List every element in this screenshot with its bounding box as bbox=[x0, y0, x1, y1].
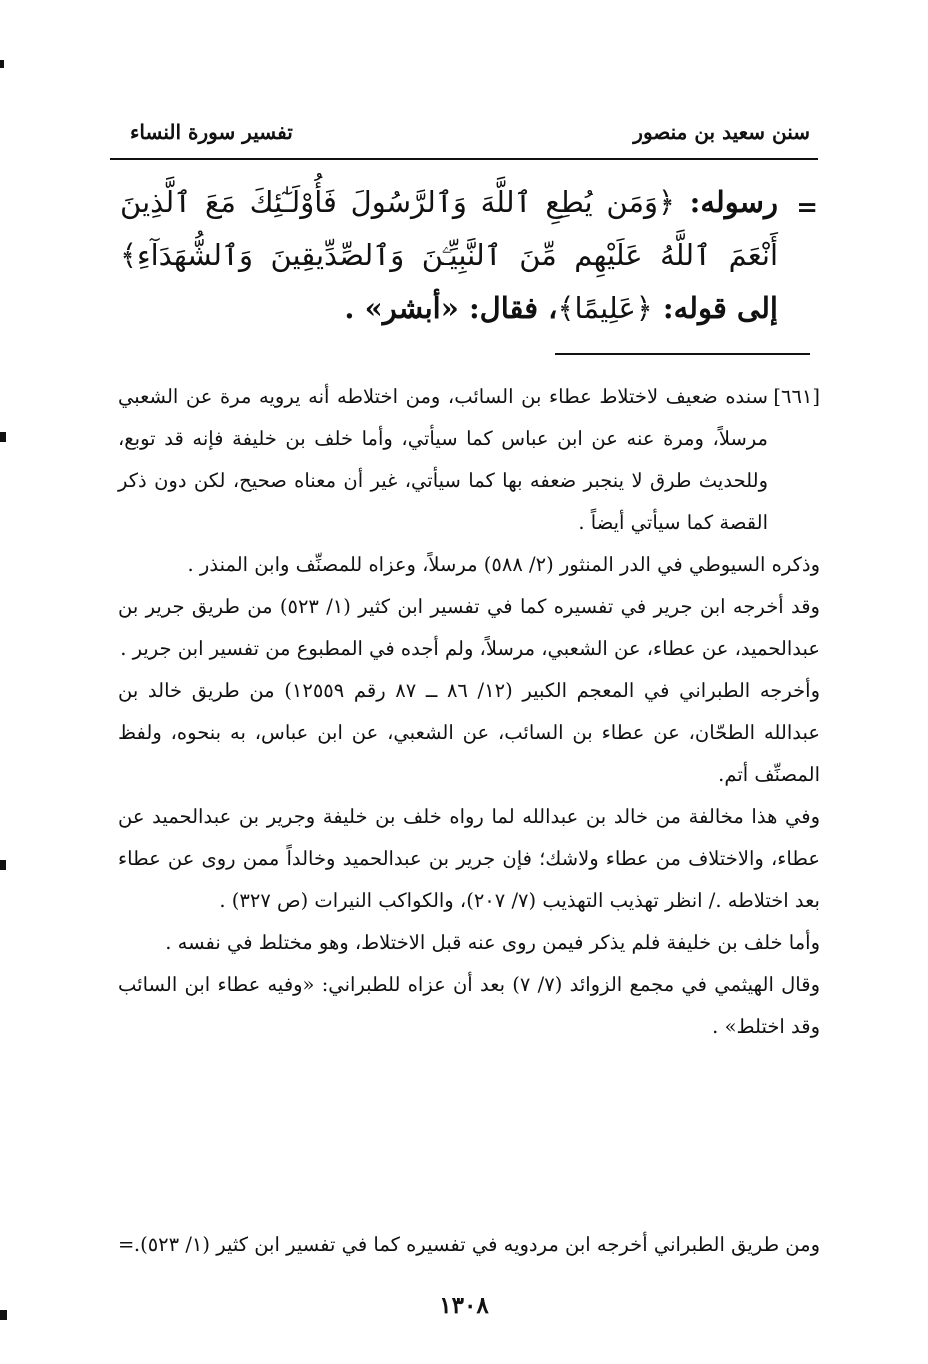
continuation-mark-bottom: = bbox=[118, 1233, 135, 1256]
footnote-paragraph: وأما خلف بن خليفة فلم يذكر فيمن روى عنه قبل الاختلاط، وهو مختلط في نفسه . bbox=[165, 931, 820, 954]
main-middle: إلى قوله: bbox=[652, 291, 778, 325]
main-intro: رسوله: bbox=[674, 185, 778, 219]
footnote-paragraph: وفي هذا مخالفة من خالد بن عبدالله لما رواه خلف بن خليفة وجرير بن عبدالحميد عن عطاء، والاختلاف من عطاء ولاشك؛ فإن جرير بن عبدالحميد وخالداً ممن روى عن عطاء بعد اختلاطه ./ انظر تهذيب التهذيب (٧/ ٢٠٧)، والكواكب النيرات (ص ٣٢٧) . bbox=[118, 805, 820, 912]
footnote-last-line-text: ومن طريق الطبراني أخرجه ابن مردويه في تفسيره كما في تفسير ابن كثير (١/ ٥٢٣). bbox=[133, 1233, 820, 1256]
section-title: تفسير سورة النساء bbox=[130, 120, 293, 144]
footnote-number: [٦٦١] bbox=[773, 385, 820, 408]
footnote-paragraph: وقد أخرجه ابن جرير في تفسيره كما في تفسير ابن كثير (١/ ٥٢٣) من طريق جرير بن عبدالحميد، عن عطاء، عن الشعبي، مرسلاً، ولم أجده في المطبوع من تفسير ابن جرير . bbox=[118, 595, 820, 660]
footnote-paragraph: وقال الهيثمي في مجمع الزوائد (٧/ ٧) بعد أن عزاه للطبراني: «وفيه عطاء ابن السائب وقد اختلط» . bbox=[118, 973, 820, 1038]
header-rule bbox=[110, 158, 818, 160]
footnote-separator bbox=[555, 353, 810, 355]
footnote-paragraph-text: سنده ضعيف لاختلاط عطاء بن السائب، ومن اختلاطه أنه يرويه مرة عن الشعبي مرسلاً، ومرة عنه عن ابن عباس كما سيأتي، وأما خلف بن خليفة فإنه قد توبع، وللحديث طرق لا ينجبر ضعفه بها كما سيأتي، غير أن معناه صحيح، لكن دون ذكر القصة كما سيأتي أيضاً . bbox=[118, 385, 768, 534]
main-hadith-text bbox=[120, 176, 778, 335]
footnote-block bbox=[118, 376, 820, 1048]
page-number: ١٣٠٨ bbox=[439, 1292, 489, 1319]
scan-edge-mark bbox=[0, 860, 6, 870]
running-header bbox=[130, 120, 810, 150]
footnote-paragraph: وأخرجه الطبراني في المعجم الكبير (١٢/ ٨٦ ــ ٨٧ رقم ١٢٥٥٩) من طريق خالد بن عبدالله الطحّان، عن عطاء بن السائب، عن الشعبي، عن ابن عباس، به بنحوه، ولفظ المصنِّف أتم. bbox=[118, 679, 820, 786]
continuation-mark-top: = bbox=[796, 193, 818, 223]
scan-edge-mark bbox=[0, 432, 6, 442]
quran-verse-end: ﴿عَلِيمًا﴾ bbox=[557, 291, 653, 325]
book-title: سنن سعيد بن منصور bbox=[633, 120, 810, 144]
main-ending: ، فقال: «أبشر» . bbox=[344, 291, 558, 325]
scan-edge-mark bbox=[0, 1310, 7, 1320]
footnote-last-line bbox=[118, 1224, 820, 1266]
scan-edge-mark bbox=[0, 60, 4, 68]
footnote-paragraph bbox=[118, 376, 820, 544]
footnote-paragraph: وذكره السيوطي في الدر المنثور (٢/ ٥٨٨) مرسلاً، وعزاه للمصنِّف وابن المنذر . bbox=[187, 553, 820, 576]
quran-verse: ﴿وَمَن يُطِعِ ٱللَّهَ وَٱلرَّسُولَ فَأُوْلَـٰٓئِكَ مَعَ ٱلَّذِينَ أَنْعَمَ ٱللَّهُ عَلَيْهِم مِّنَ ٱلنَّبِيِّـۧنَ وَٱلصِّدِّيقِينَ وَٱلشُّهَدَآءِ﴾ bbox=[120, 185, 778, 272]
